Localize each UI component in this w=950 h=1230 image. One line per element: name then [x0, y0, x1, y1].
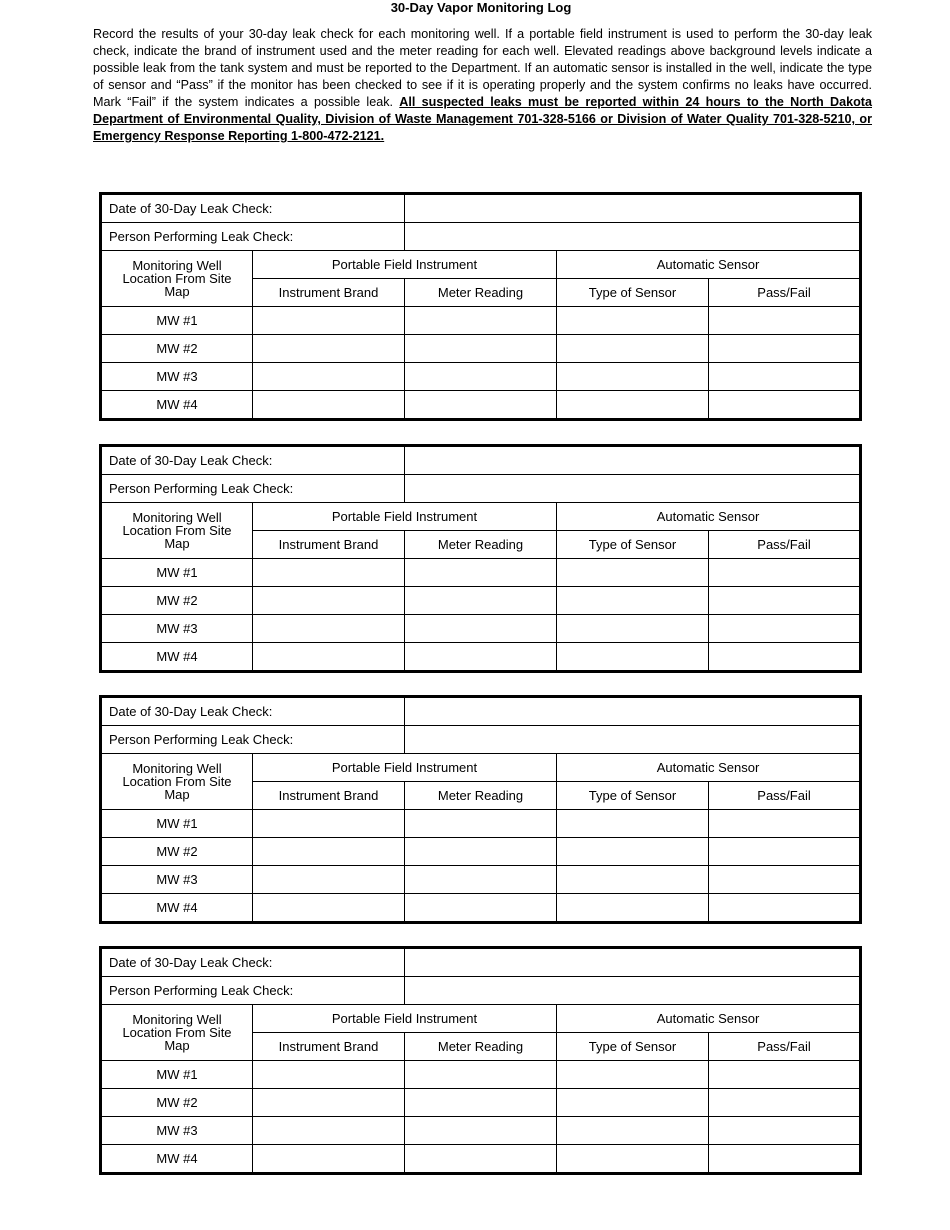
page-title: 30-Day Vapor Monitoring Log — [390, 0, 572, 15]
monitoring-well-header-text: Monitoring Well Location From Site Map — [122, 761, 232, 802]
type-of-sensor-cell[interactable] — [557, 894, 709, 923]
meter-reading-cell[interactable] — [405, 894, 557, 923]
well-row — [101, 866, 861, 894]
pass-fail-cell[interactable] — [709, 587, 861, 615]
type-of-sensor-cell[interactable] — [557, 810, 709, 838]
date-field[interactable] — [405, 446, 861, 475]
person-label: Person Performing Leak Check: — [101, 726, 405, 754]
automatic-sensor-header: Automatic Sensor — [557, 1005, 861, 1033]
instrument-brand-cell[interactable] — [253, 335, 405, 363]
well-row — [101, 810, 861, 838]
pass-fail-cell[interactable] — [709, 866, 861, 894]
instrument-brand-cell[interactable] — [253, 559, 405, 587]
person-field[interactable] — [405, 977, 861, 1005]
well-label: MW #1 — [101, 1061, 253, 1089]
pass-fail-cell[interactable] — [709, 1145, 861, 1174]
pass-fail-header: Pass/Fail — [709, 279, 861, 307]
meter-reading-cell[interactable] — [405, 559, 557, 587]
well-row — [101, 391, 861, 420]
portable-field-instrument-header: Portable Field Instrument — [253, 1005, 557, 1033]
date-label: Date of 30-Day Leak Check: — [101, 948, 405, 977]
instrument-brand-cell[interactable] — [253, 894, 405, 923]
well-label: MW #4 — [101, 894, 253, 923]
meter-reading-header: Meter Reading — [405, 531, 557, 559]
instructions-text: Record the results of your 30-day leak check for each monitoring well. If a portable field instrument is used to perform the 30-day leak check, indicate the brand of instrument used and the meter reading for each well. Elevated readings above background levels indicate a possible leak from the tank system and must be reported to the Department. If an automatic sensor is installed in the well, indicate the type of sensor and “Pass” if the monitor has been checked to see if it is operating properly and the system confirms no leaks have occurred. Mark “Fail” if the system indicates a possible leak. — [93, 27, 872, 109]
well-row — [101, 838, 861, 866]
type-of-sensor-cell[interactable] — [557, 643, 709, 672]
well-row — [101, 1089, 861, 1117]
well-row — [101, 559, 861, 587]
automatic-sensor-header: Automatic Sensor — [557, 251, 861, 279]
well-row — [101, 1061, 861, 1089]
well-label: MW #1 — [101, 307, 253, 335]
instrument-brand-cell[interactable] — [253, 643, 405, 672]
pass-fail-cell[interactable] — [709, 1061, 861, 1089]
meter-reading-cell[interactable] — [405, 1145, 557, 1174]
monitoring-well-header-text: Monitoring Well Location From Site Map — [122, 510, 232, 551]
instrument-brand-cell[interactable] — [253, 615, 405, 643]
type-of-sensor-cell[interactable] — [557, 559, 709, 587]
portable-field-instrument-header: Portable Field Instrument — [253, 754, 557, 782]
pass-fail-cell[interactable] — [709, 335, 861, 363]
well-row — [101, 363, 861, 391]
instrument-brand-cell[interactable] — [253, 363, 405, 391]
pass-fail-header: Pass/Fail — [709, 1033, 861, 1061]
instrument-brand-cell[interactable] — [253, 1089, 405, 1117]
well-row — [101, 587, 861, 615]
person-label: Person Performing Leak Check: — [101, 977, 405, 1005]
well-row — [101, 1117, 861, 1145]
monitoring-well-header — [101, 251, 253, 307]
instrument-brand-header: Instrument Brand — [253, 782, 405, 810]
type-of-sensor-cell[interactable] — [557, 838, 709, 866]
person-field[interactable] — [405, 726, 861, 754]
well-row — [101, 307, 861, 335]
instructions — [93, 26, 872, 145]
instrument-brand-header: Instrument Brand — [253, 279, 405, 307]
type-of-sensor-cell[interactable] — [557, 1089, 709, 1117]
well-label: MW #3 — [101, 615, 253, 643]
meter-reading-cell[interactable] — [405, 391, 557, 420]
well-label: MW #4 — [101, 1145, 253, 1174]
instrument-brand-header: Instrument Brand — [253, 1033, 405, 1061]
meter-reading-cell[interactable] — [405, 335, 557, 363]
pass-fail-header: Pass/Fail — [709, 782, 861, 810]
automatic-sensor-header: Automatic Sensor — [557, 754, 861, 782]
leak-check-form — [99, 695, 862, 924]
meter-reading-cell[interactable] — [405, 866, 557, 894]
meter-reading-cell[interactable] — [405, 810, 557, 838]
type-of-sensor-cell[interactable] — [557, 866, 709, 894]
well-row — [101, 643, 861, 672]
well-label: MW #4 — [101, 643, 253, 672]
meter-reading-cell[interactable] — [405, 587, 557, 615]
meter-reading-cell[interactable] — [405, 363, 557, 391]
well-label: MW #2 — [101, 587, 253, 615]
type-of-sensor-cell[interactable] — [557, 307, 709, 335]
well-label: MW #3 — [101, 1117, 253, 1145]
well-row — [101, 1145, 861, 1174]
pass-fail-cell[interactable] — [709, 559, 861, 587]
well-label: MW #3 — [101, 363, 253, 391]
meter-reading-cell[interactable] — [405, 1089, 557, 1117]
person-field[interactable] — [405, 223, 861, 251]
portable-field-instrument-header: Portable Field Instrument — [253, 503, 557, 531]
type-of-sensor-cell[interactable] — [557, 1117, 709, 1145]
leak-check-form — [99, 444, 862, 673]
meter-reading-cell[interactable] — [405, 643, 557, 672]
person-label: Person Performing Leak Check: — [101, 223, 405, 251]
leak-check-form — [99, 192, 862, 421]
type-of-sensor-header: Type of Sensor — [557, 782, 709, 810]
instrument-brand-cell[interactable] — [253, 307, 405, 335]
instrument-brand-cell[interactable] — [253, 1145, 405, 1174]
meter-reading-cell[interactable] — [405, 1061, 557, 1089]
type-of-sensor-cell[interactable] — [557, 335, 709, 363]
instrument-brand-cell[interactable] — [253, 1117, 405, 1145]
date-label: Date of 30-Day Leak Check: — [101, 194, 405, 223]
date-field[interactable] — [405, 697, 861, 726]
well-row — [101, 615, 861, 643]
well-label: MW #2 — [101, 335, 253, 363]
monitoring-well-header-text: Monitoring Well Location From Site Map — [122, 1012, 232, 1053]
type-of-sensor-cell[interactable] — [557, 1145, 709, 1174]
pass-fail-cell[interactable] — [709, 307, 861, 335]
pass-fail-header: Pass/Fail — [709, 531, 861, 559]
meter-reading-cell[interactable] — [405, 307, 557, 335]
type-of-sensor-header: Type of Sensor — [557, 1033, 709, 1061]
instrument-brand-cell[interactable] — [253, 391, 405, 420]
type-of-sensor-cell[interactable] — [557, 1061, 709, 1089]
date-label: Date of 30-Day Leak Check: — [101, 697, 405, 726]
well-label: MW #3 — [101, 866, 253, 894]
person-label: Person Performing Leak Check: — [101, 475, 405, 503]
type-of-sensor-cell[interactable] — [557, 615, 709, 643]
instrument-brand-cell[interactable] — [253, 838, 405, 866]
monitoring-well-header — [101, 1005, 253, 1061]
leak-check-form — [99, 946, 862, 1175]
instrument-brand-header: Instrument Brand — [253, 531, 405, 559]
pass-fail-cell[interactable] — [709, 810, 861, 838]
instrument-brand-cell[interactable] — [253, 810, 405, 838]
well-label: MW #2 — [101, 838, 253, 866]
date-label: Date of 30-Day Leak Check: — [101, 446, 405, 475]
automatic-sensor-header: Automatic Sensor — [557, 503, 861, 531]
meter-reading-header: Meter Reading — [405, 1033, 557, 1061]
meter-reading-cell[interactable] — [405, 615, 557, 643]
meter-reading-cell[interactable] — [405, 838, 557, 866]
pass-fail-cell[interactable] — [709, 643, 861, 672]
meter-reading-cell[interactable] — [405, 1117, 557, 1145]
type-of-sensor-header: Type of Sensor — [557, 531, 709, 559]
pass-fail-cell[interactable] — [709, 1089, 861, 1117]
well-row — [101, 335, 861, 363]
well-label: MW #2 — [101, 1089, 253, 1117]
meter-reading-header: Meter Reading — [405, 782, 557, 810]
type-of-sensor-cell[interactable] — [557, 363, 709, 391]
type-of-sensor-cell[interactable] — [557, 391, 709, 420]
well-row — [101, 894, 861, 923]
pass-fail-cell[interactable] — [709, 391, 861, 420]
monitoring-well-header — [101, 503, 253, 559]
monitoring-well-header-text: Monitoring Well Location From Site Map — [122, 258, 232, 299]
pass-fail-cell[interactable] — [709, 1117, 861, 1145]
well-label: MW #1 — [101, 559, 253, 587]
type-of-sensor-header: Type of Sensor — [557, 279, 709, 307]
pass-fail-cell[interactable] — [709, 894, 861, 923]
pass-fail-cell[interactable] — [709, 838, 861, 866]
instrument-brand-cell[interactable] — [253, 1061, 405, 1089]
reporting-warning: All suspected leaks must be reported within 24 hours to the North Dakota Department of Environmental Quality, Division of Waste Management 701-328-5166 or Division of Water Quality 701-328-5210, or Emergency Response Reporting 1-800-472-2121. — [93, 95, 872, 143]
instrument-brand-cell[interactable] — [253, 866, 405, 894]
pass-fail-cell[interactable] — [709, 615, 861, 643]
pass-fail-cell[interactable] — [709, 363, 861, 391]
meter-reading-header: Meter Reading — [405, 279, 557, 307]
well-label: MW #1 — [101, 810, 253, 838]
type-of-sensor-cell[interactable] — [557, 587, 709, 615]
date-field[interactable] — [405, 948, 861, 977]
monitoring-well-header — [101, 754, 253, 810]
portable-field-instrument-header: Portable Field Instrument — [253, 251, 557, 279]
date-field[interactable] — [405, 194, 861, 223]
instrument-brand-cell[interactable] — [253, 587, 405, 615]
well-label: MW #4 — [101, 391, 253, 420]
person-field[interactable] — [405, 475, 861, 503]
